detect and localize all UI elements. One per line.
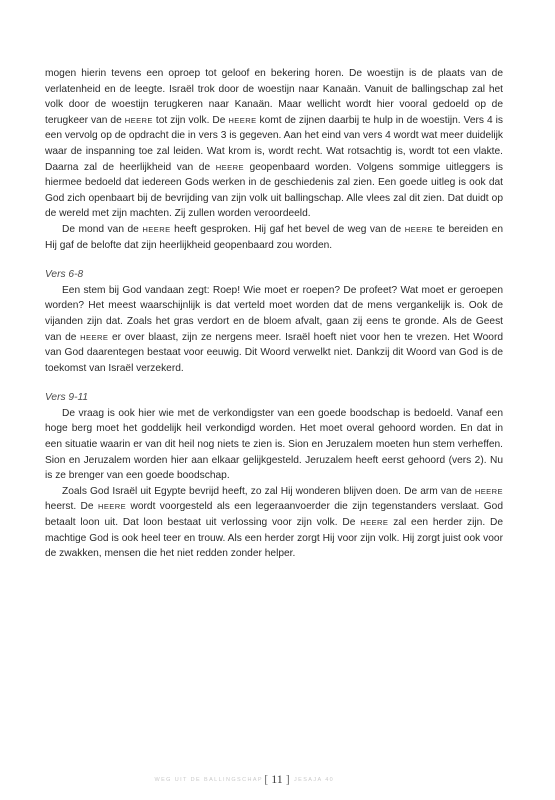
running-section: JESAJA 40 [294, 777, 335, 783]
divine-name: HEERE [97, 502, 127, 512]
divine-name: HEERE [215, 162, 244, 172]
divine-name: HEERE [124, 115, 153, 125]
paragraph: Een stem bij God vandaan zegt: Roep! Wie moet er roepen? De profeet? Wat moet er geroepen worden? Het meest waarschijnlijk is dat verteld moet worden dat de mens vergankelijk is. Ook de vijanden zijn dat. Zoals het gras verdort en de bloem afvalt, gaan zij eens te gronde. Als de Geest van de HEERE er over blaast, zijn ze nergens meer. Israël hoeft niet voor hen te vrezen. Het Woord van God daarentegen bestaat voor eeuwig. Dit Woord verwelkt niet. Dankzij dit Woord van God is de toekomst van Israël verzekerd. [45, 284, 503, 374]
paragraph: Zoals God Israël uit Egypte bevrijd heeft, zo zal Hij wonderen blijven doen. De arm van de HEERE heerst. De HEERE wordt voorgesteld als een legeraanvoerder die zijn tegenstanders verslaat. God betaalt loon uit. Dat loon bestaat uit verlossing voor zijn volk. De HEERE zal een herder zijn. De machtige God is ook heel teer en trouw. Als een herder zorgt Hij voor zijn volk. Hij zorgt juist ook voor de zwakken, mensen die het niet redden zonder helper. [45, 485, 503, 560]
page-footer [0, 772, 555, 792]
divine-name: HEERE [228, 115, 257, 125]
bracket-open: [ [264, 772, 269, 786]
paragraph: De vraag is ook hier wie met de verkondigster van een goede boodschap is bedoeld. Vanaf een hoge berg moet het goddelijk heil verkondigd worden. Het moet overal gehoord worden. En dat in een situatie waarin er van dit heil nog niets te zien is. Sion en Jeruzalem moeten hun stem verheffen. Sion en Jeruzalem worden hier aan elkaar gelijkgesteld. Jeruzalem heeft eerst gehoord (vers 2). Nu is ze brenger van een goede boodschap. [45, 407, 503, 482]
divine-name: HEERE [404, 224, 433, 234]
paragraph: De mond van de HEERE heeft gesproken. Hij gaf het bevel de weg van de HEERE te bereiden en Hij gaf de belofte dat zijn heerlijkheid geopenbaard zou worden. [45, 223, 503, 251]
body-text [45, 66, 503, 562]
divine-name: HEERE [142, 224, 171, 234]
running-title: WEG UIT DE BALLINGSCHAP [154, 777, 263, 783]
section-heading: Vers 6-8 [45, 269, 84, 281]
divine-name: HEERE [80, 332, 109, 342]
divine-name: HEERE [360, 518, 389, 528]
paragraph: mogen hierin tevens een oproep tot geloof en bekering horen. De woestijn is de plaats van de verlatenheid en de leegte. Israël trok door de woestijn naar Kanaän. Vanuit de ballingschap zal het volk door de woestijn terugkeren naar Kanaän. Maar wellicht wordt hier vooral gedoeld op de terugkeer van de HEERE tot zijn volk. De HEERE komt de zijnen daarbij te hulp in de woestijn. Vers 4 is een vervolg op de opdracht die in vers 3 is gegeven. Aan het eind van vers 4 wordt wat meer duidelijk waar de inspanning toe zal leiden. Wat krom is, wordt recht. Wat rotsachtig is, wordt tot een vlakte. Daarna zal de heerlijkheid van de HEERE geopenbaard worden. Volgens sommige uitleggers is hiermee bedoeld dat iedereen Gods werken in de geschiedenis zal zien. Een goede uitleg is ook dat God zich openbaart bij de bevrijding van zijn volk uit ballingschap. Alle vlees zal dit zien. Dat duidt op de wereld met zijn machten. Zij zullen worden veroordeeld. [45, 68, 504, 220]
bracket-close: ] [285, 772, 290, 786]
section-heading: Vers 9-11 [45, 392, 89, 404]
page-number: [ 11 ] [264, 772, 290, 786]
divine-name: HEERE [474, 486, 503, 496]
